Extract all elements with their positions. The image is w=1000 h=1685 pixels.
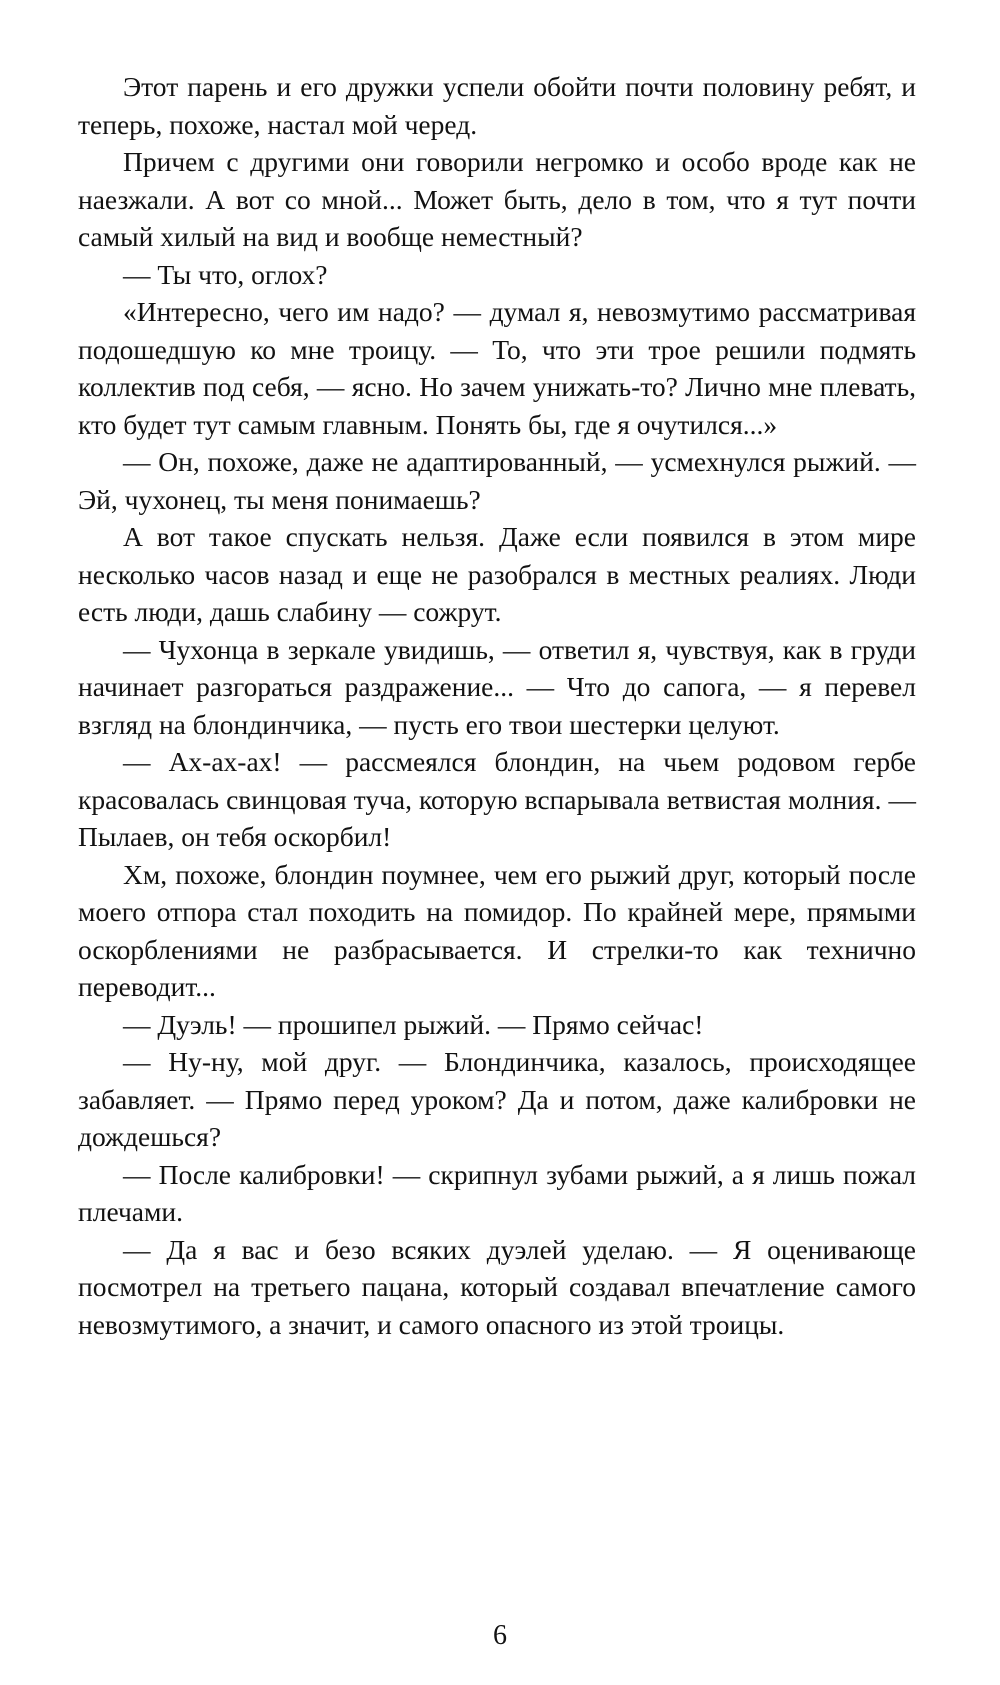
paragraph-3: — Ты что, оглох? xyxy=(123,258,328,290)
paragraph-1: Этот парень и его дружки успели обойти почти половину ребят, и теперь, похоже, настал мой черед. xyxy=(78,71,916,140)
paragraph-4: «Интересно, чего им надо? — думал я, невозмутимо рассматривая подошедшую ко мне троицу. — То, что эти трое решили подмять коллектив под себя, — ясно. Но зачем унижать-то? Лично мне плевать, кто будет тут самым главным. Понять бы, где я очутился...» xyxy=(78,296,916,440)
paragraph-8: — Ах-ах-ах! — рассмеялся блондин, на чьем родовом гербе красовалась свинцовая туча, которую вспарывала ветвистая молния. — Пылаев, он тебя оскорбил! xyxy=(78,746,916,852)
paragraph-9: Хм, похоже, блондин поумнее, чем его рыжий друг, который после моего отпора стал походить на помидор. По крайней мере, прямыми оскорблениями не разбрасывается. И стрелки-то как технично переводит... xyxy=(78,858,916,1002)
paragraph-13: — Да я вас и безо всяких дуэлей уделаю. — Я оценивающе посмотрел на третьего пацана, который создавал впечатление самого невозмутимого, а значит, и самого опасного из этой троицы. xyxy=(78,1233,916,1340)
paragraph-12: — После калибровки! — скрипнул зубами рыжий, а я лишь пожал плечами. xyxy=(78,1158,916,1227)
paragraph-11: — Ну-ну, мой друг. — Блондинчика, казалось, происходящее забавляет. — Прямо перед уроком? Да и потом, даже калибровки не дождешься? xyxy=(78,1046,916,1152)
paragraph-6: А вот такое спускать нельзя. Даже если появился в этом мире несколько часов назад и еще не разобрался в местных реалиях. Люди есть люди, дашь слабину — сожрут. xyxy=(78,521,916,627)
paragraph-10: — Дуэль! — прошипел рыжий. — Прямо сейчас! xyxy=(123,1008,704,1040)
paragraph-5: — Он, похоже, даже не адаптированный, — усмехнулся рыжий. — Эй, чухонец, ты меня понимаешь? xyxy=(78,446,916,515)
page-number: 6 xyxy=(493,1620,507,1651)
paragraph-2: Причем с другими они говорили негромко и особо вроде как не наезжали. А вот со мной... Может быть, дело в том, что я тут почти самый хилый на вид и вообще неместный? xyxy=(78,146,916,252)
paragraph-7: — Чухонца в зеркале увидишь, — ответил я, чувствуя, как в груди начинает разгораться раздражение... — Что до сапога, — я перевел взгляд на блондинчика, — пусть его твои шестерки целуют. xyxy=(78,633,916,740)
body-text xyxy=(78,68,916,1343)
